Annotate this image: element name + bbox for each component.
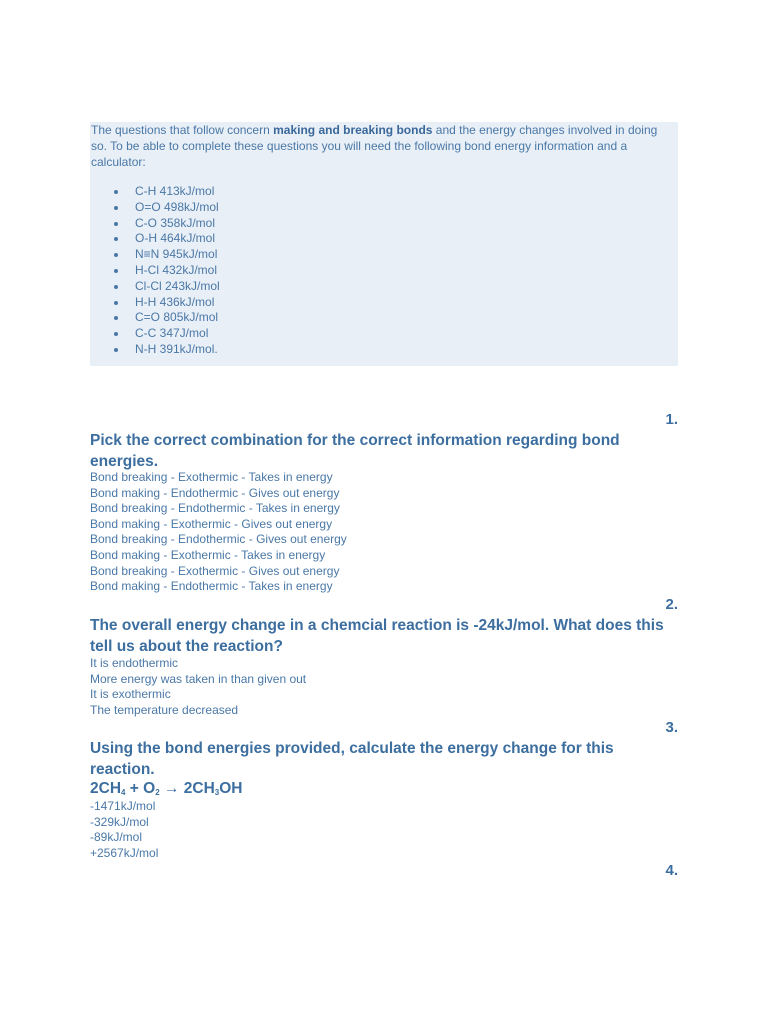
bond-energy-item: Cl-Cl 243kJ/mol [90,279,678,295]
question-title: Using the bond energies provided, calculate the energy change for this reaction. [90,740,614,778]
answer-option[interactable]: Bond making - Endothermic - Gives out energy [90,485,340,500]
formula-part: 2CH [90,780,122,797]
bond-energy-item: N-H 391kJ/mol. [90,342,678,358]
answer-options [90,470,680,595]
bond-energy-item: C-C 347J/mol [90,326,678,342]
formula-subscript: 2 [155,788,160,797]
intro-text-post: and the energy changes involved in doing so. To be able to complete these questions you will need the following bond energy information and a calculator: [91,123,658,169]
intro-text-bold: making and breaking bonds [273,123,433,137]
formula-part: + O [125,780,156,797]
answer-option[interactable]: Bond breaking - Exothermic - Gives out energy [90,563,340,578]
answer-option[interactable]: -1471kJ/mol [90,799,156,813]
question-number: 2. [665,596,678,613]
answer-option[interactable]: -329kJ/mol [90,814,149,829]
answer-option[interactable]: Bond breaking - Exothermic - Takes in energy [90,470,333,484]
formula-part: → 2CH [159,780,215,797]
question-number: 4. [665,862,678,879]
answer-option[interactable]: Bond making - Endothermic - Takes in energy [90,579,333,594]
question-number: 3. [665,719,678,736]
bond-energy-item: C=O 805kJ/mol [90,310,678,326]
answer-option[interactable]: Bond making - Exothermic - Gives out energy [90,516,333,531]
answer-option[interactable]: +2567kJ/mol [90,845,159,860]
bond-energy-item: O-H 464kJ/mol [90,231,678,247]
bond-energy-item: N≡N 945kJ/mol [90,247,678,263]
answer-option[interactable]: -89kJ/mol [90,830,143,845]
answer-option[interactable]: The temperature decreased [90,702,239,717]
intro-text [90,122,678,170]
answer-option[interactable]: Bond breaking - Endothermic - Gives out energy [90,532,347,547]
question-title: Pick the correct combination for the correct information regarding bond energies. [90,432,620,470]
bond-energy-item: H-Cl 432kJ/mol [90,263,678,279]
bond-energy-item: H-H 436kJ/mol [90,295,678,311]
intro-text-pre: The questions that follow concern [91,123,274,137]
answer-options [90,656,680,718]
answer-option[interactable]: It is endothermic [90,656,179,670]
formula-part: OH [219,780,243,797]
bond-energy-item: C-H 413kJ/mol [90,184,678,200]
bond-energy-item: C-O 358kJ/mol [90,216,678,232]
question-title: The overall energy change in a chemcial reaction is -24kJ/mol. What does this tell us about the reaction? [90,617,664,655]
answer-option[interactable]: Bond breaking - Endothermic - Takes in energy [90,501,340,516]
question-number: 1. [665,411,678,428]
answer-option[interactable]: More energy was taken in than given out [90,671,307,686]
formula-subscript: 3 [214,788,220,797]
bond-energy-list [90,184,678,358]
intro-panel [90,122,678,366]
formula-subscript: 4 [121,788,126,797]
answer-options [90,799,680,861]
bond-energy-item: O=O 498kJ/mol [90,200,678,216]
answer-option[interactable]: It is exothermic [90,687,171,702]
answer-option[interactable]: Bond making - Exothermic - Takes in energy [90,547,326,562]
